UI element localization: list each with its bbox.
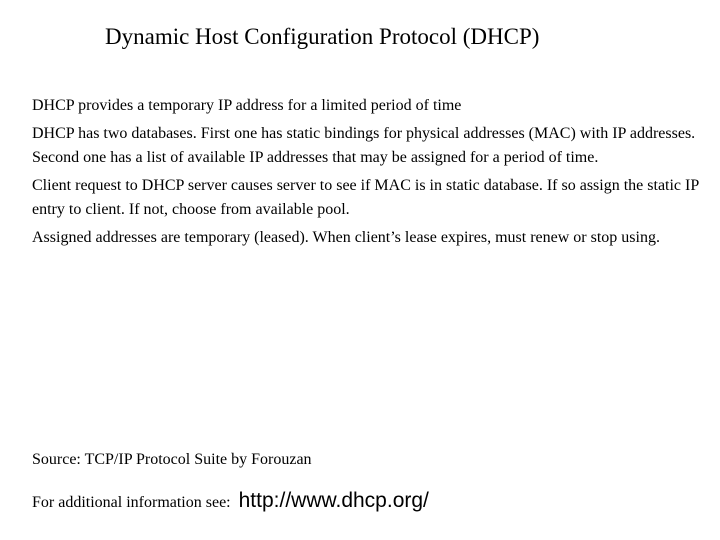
dhcp-website-link[interactable]: http://www.dhcp.org/: [238, 489, 429, 512]
paragraph-two-databases: DHCP has two databases. First one has static bindings for physical addresses (MAC) with IP addresses. Second one has a list of available IP addresses that may be assigned for a period of time.: [32, 125, 696, 166]
additional-info-label: For additional information see:: [32, 494, 231, 511]
additional-info-line: [32, 487, 429, 517]
slide-body: [32, 94, 704, 254]
paragraph-leased-addresses: Assigned addresses are temporary (leased). When client’s lease expires, must renew or stop using.: [32, 229, 660, 246]
paragraph-temporary-ip: DHCP provides a temporary IP address for a limited period of time: [32, 97, 462, 114]
slide-title: Dynamic Host Configuration Protocol (DHCP): [105, 24, 540, 49]
source-citation: Source: TCP/IP Protocol Suite by Forouzan: [32, 451, 312, 468]
paragraph-client-request: Client request to DHCP server causes server to see if MAC is in static database. If so assign the static IP entry to client. If not, choose from available pool.: [32, 177, 699, 218]
